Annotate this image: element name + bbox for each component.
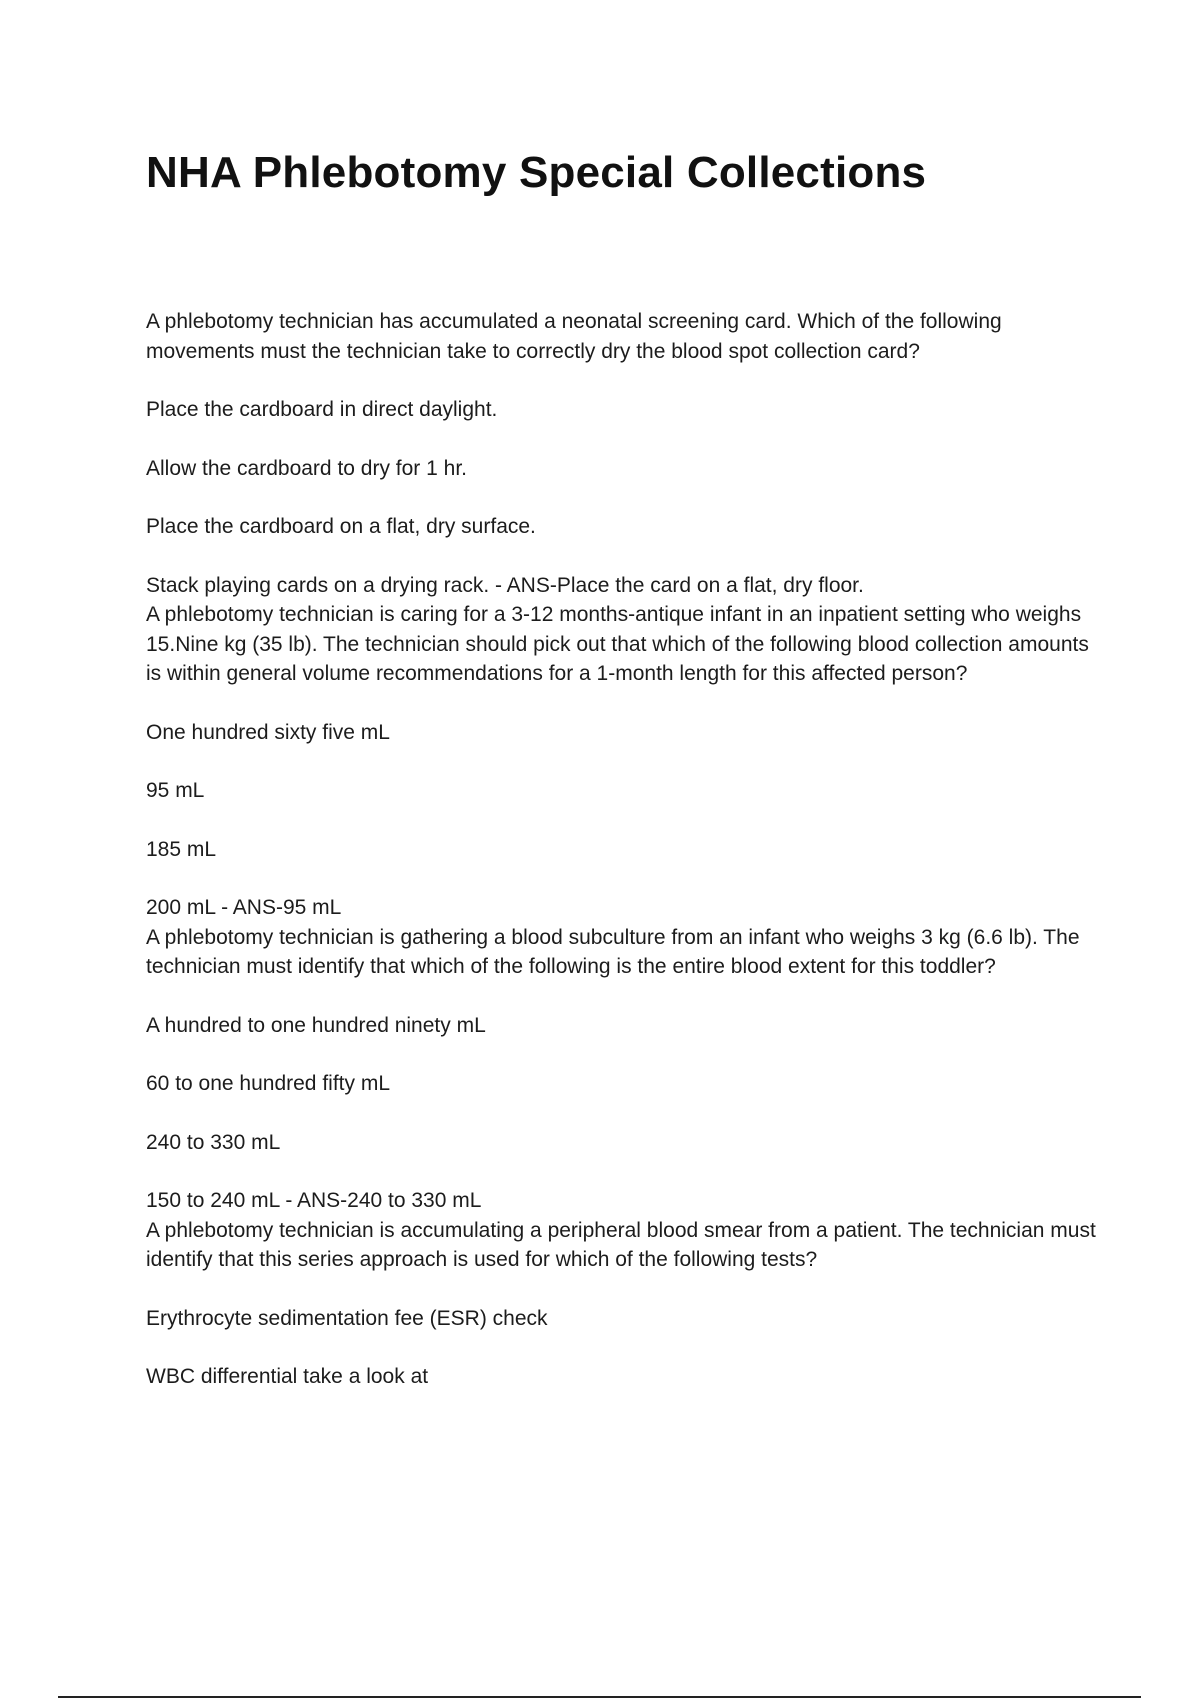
footer-divider [58,1696,1141,1698]
answer-option: Place the cardboard in direct daylight. [146,398,498,421]
document-body [146,307,1096,1421]
answer-option: Place the cardboard on a flat, dry surface. [146,515,536,538]
answer-option: 60 to one hundred fifty mL [146,1072,390,1095]
answer-option: Allow the cardboard to dry for 1 hr. [146,456,467,480]
question-text: A phlebotomy technician is accumulating a peripheral blood smear from a patient. The technician must identify that this series approach is used for which of the following tests? [146,1218,1096,1271]
document-title: NHA Phlebotomy Special Collections [146,148,927,197]
answer-option: WBC differential take a look at [146,1365,429,1388]
answer-option: 95 mL [146,779,205,802]
answer-option-with-key: 150 to 240 mL - ANS-240 to 330 mL [146,1189,482,1212]
answer-option: 185 mL [146,837,217,861]
answer-option-with-key: Stack playing cards on a drying rack. - ANS-Place the card on a flat, dry floor. [146,573,864,597]
answer-option: 240 to 330 mL [146,1130,281,1154]
answer-option: A hundred to one hundred ninety mL [146,1013,486,1037]
answer-option-with-key: 200 mL - ANS-95 mL [146,896,342,919]
question-text: A phlebotomy technician is gathering a blood subculture from an infant who weighs 3 kg (6.6 lb). The technician must identify that which of the following is the entire blood extent for this toddler? [146,925,1080,978]
answer-option: Erythrocyte sedimentation fee (ESR) check [146,1306,548,1330]
question-text: A phlebotomy technician is caring for a 3-12 months-antique infant in an inpatient setting who weighs 15.Nine kg (35 lb). The technician should pick out that which of the following blood collection amounts is within general volume recommendations for a 1-month length for this affected person? [146,603,1089,685]
answer-option: One hundred sixty five mL [146,720,390,744]
question-text: A phlebotomy technician has accumulated a neonatal screening card. Which of the following movements must the technician take to correctly dry the blood spot collection card? [146,310,1002,363]
